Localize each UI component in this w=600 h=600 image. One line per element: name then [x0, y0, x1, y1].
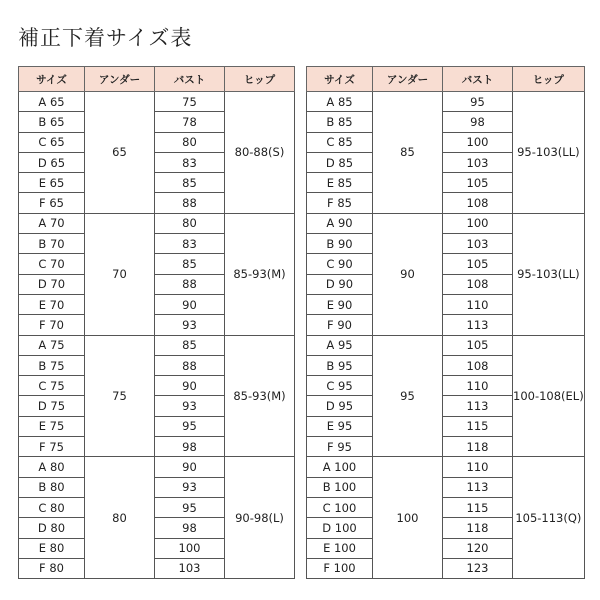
- size-cell: C 65: [19, 132, 85, 152]
- bust-cell: 78: [155, 112, 225, 132]
- size-cell: F 75: [19, 437, 85, 457]
- header-bust: バスト: [443, 67, 513, 92]
- header-size: サイズ: [307, 67, 373, 92]
- size-table-right: [306, 66, 585, 579]
- under-cell: 100: [373, 457, 443, 579]
- under-cell: 70: [85, 213, 155, 335]
- size-cell: C 75: [19, 376, 85, 396]
- bust-cell: 85: [155, 173, 225, 193]
- size-cell: D 65: [19, 152, 85, 172]
- under-cell: 90: [373, 213, 443, 335]
- size-cell: E 75: [19, 416, 85, 436]
- bust-cell: 88: [155, 355, 225, 375]
- bust-cell: 103: [443, 234, 513, 254]
- hip-cell: 85-93(M): [225, 213, 295, 335]
- bust-cell: 88: [155, 193, 225, 213]
- bust-cell: 105: [443, 173, 513, 193]
- size-cell: B 85: [307, 112, 373, 132]
- header-hip: ヒップ: [513, 67, 585, 92]
- bust-cell: 90: [155, 294, 225, 314]
- size-cell: E 95: [307, 416, 373, 436]
- size-cell: D 80: [19, 518, 85, 538]
- under-cell: 80: [85, 457, 155, 579]
- size-cell: A 80: [19, 457, 85, 477]
- size-cell: E 70: [19, 294, 85, 314]
- size-cell: A 95: [307, 335, 373, 355]
- bust-cell: 83: [155, 234, 225, 254]
- size-cell: E 65: [19, 173, 85, 193]
- size-cell: F 80: [19, 558, 85, 578]
- table-row: [307, 335, 585, 355]
- bust-cell: 103: [443, 152, 513, 172]
- size-cell: B 80: [19, 477, 85, 497]
- bust-cell: 103: [155, 558, 225, 578]
- bust-cell: 118: [443, 518, 513, 538]
- bust-cell: 80: [155, 213, 225, 233]
- bust-cell: 120: [443, 538, 513, 558]
- page-title: 補正下着サイズ表: [18, 26, 193, 50]
- bust-cell: 100: [443, 213, 513, 233]
- size-cell: B 90: [307, 234, 373, 254]
- hip-cell: 80-88(S): [225, 92, 295, 214]
- size-cell: A 85: [307, 92, 373, 112]
- bust-cell: 123: [443, 558, 513, 578]
- bust-cell: 85: [155, 254, 225, 274]
- size-cell: D 95: [307, 396, 373, 416]
- hip-cell: 95-103(LL): [513, 213, 585, 335]
- bust-cell: 98: [155, 518, 225, 538]
- header-under: アンダー: [373, 67, 443, 92]
- bust-cell: 110: [443, 294, 513, 314]
- table-row: [307, 92, 585, 112]
- size-cell: A 75: [19, 335, 85, 355]
- under-cell: 65: [85, 92, 155, 214]
- size-cell: D 85: [307, 152, 373, 172]
- size-cell: A 100: [307, 457, 373, 477]
- size-cell: D 75: [19, 396, 85, 416]
- bust-cell: 95: [155, 497, 225, 517]
- header-hip: ヒップ: [225, 67, 295, 92]
- table-row: [19, 213, 295, 233]
- size-cell: C 90: [307, 254, 373, 274]
- size-cell: E 90: [307, 294, 373, 314]
- hip-cell: 100-108(EL): [513, 335, 585, 457]
- size-cell: F 100: [307, 558, 373, 578]
- bust-cell: 93: [155, 477, 225, 497]
- bust-cell: 110: [443, 457, 513, 477]
- bust-cell: 83: [155, 152, 225, 172]
- table-row: [19, 457, 295, 477]
- size-cell: A 70: [19, 213, 85, 233]
- bust-cell: 98: [443, 112, 513, 132]
- header-row: [307, 67, 585, 92]
- bust-cell: 105: [443, 335, 513, 355]
- table-row: [307, 457, 585, 477]
- size-cell: F 85: [307, 193, 373, 213]
- size-cell: C 80: [19, 497, 85, 517]
- bust-cell: 108: [443, 193, 513, 213]
- size-cell: F 65: [19, 193, 85, 213]
- bust-cell: 108: [443, 274, 513, 294]
- bust-cell: 95: [155, 416, 225, 436]
- size-cell: C 100: [307, 497, 373, 517]
- bust-cell: 113: [443, 315, 513, 335]
- size-cell: E 80: [19, 538, 85, 558]
- size-table-left: [18, 66, 295, 579]
- table-row: [19, 335, 295, 355]
- bust-cell: 90: [155, 376, 225, 396]
- header-bust: バスト: [155, 67, 225, 92]
- bust-cell: 105: [443, 254, 513, 274]
- size-cell: E 100: [307, 538, 373, 558]
- size-cell: F 90: [307, 315, 373, 335]
- size-cell: C 85: [307, 132, 373, 152]
- header-under: アンダー: [85, 67, 155, 92]
- bust-cell: 118: [443, 437, 513, 457]
- hip-cell: 105-113(Q): [513, 457, 585, 579]
- size-cell: B 70: [19, 234, 85, 254]
- bust-cell: 100: [443, 132, 513, 152]
- under-cell: 75: [85, 335, 155, 457]
- bust-cell: 93: [155, 396, 225, 416]
- table-row: [19, 92, 295, 112]
- size-cell: E 85: [307, 173, 373, 193]
- hip-cell: 90-98(L): [225, 457, 295, 579]
- size-cell: C 70: [19, 254, 85, 274]
- bust-cell: 95: [443, 92, 513, 112]
- hip-cell: 95-103(LL): [513, 92, 585, 214]
- bust-cell: 108: [443, 355, 513, 375]
- bust-cell: 85: [155, 335, 225, 355]
- bust-cell: 88: [155, 274, 225, 294]
- table-row: [307, 213, 585, 233]
- bust-cell: 113: [443, 396, 513, 416]
- size-cell: C 95: [307, 376, 373, 396]
- hip-cell: 85-93(M): [225, 335, 295, 457]
- size-cell: B 95: [307, 355, 373, 375]
- header-row: [19, 67, 295, 92]
- size-cell: F 95: [307, 437, 373, 457]
- bust-cell: 110: [443, 376, 513, 396]
- size-cell: F 70: [19, 315, 85, 335]
- bust-cell: 113: [443, 477, 513, 497]
- bust-cell: 100: [155, 538, 225, 558]
- size-cell: D 70: [19, 274, 85, 294]
- header-size: サイズ: [19, 67, 85, 92]
- bust-cell: 98: [155, 437, 225, 457]
- under-cell: 95: [373, 335, 443, 457]
- bust-cell: 115: [443, 416, 513, 436]
- bust-cell: 90: [155, 457, 225, 477]
- size-cell: A 65: [19, 92, 85, 112]
- bust-cell: 115: [443, 497, 513, 517]
- size-cell: B 75: [19, 355, 85, 375]
- size-cell: A 90: [307, 213, 373, 233]
- size-cell: B 100: [307, 477, 373, 497]
- bust-cell: 75: [155, 92, 225, 112]
- size-cell: D 90: [307, 274, 373, 294]
- bust-cell: 93: [155, 315, 225, 335]
- size-cell: B 65: [19, 112, 85, 132]
- bust-cell: 80: [155, 132, 225, 152]
- under-cell: 85: [373, 92, 443, 214]
- size-cell: D 100: [307, 518, 373, 538]
